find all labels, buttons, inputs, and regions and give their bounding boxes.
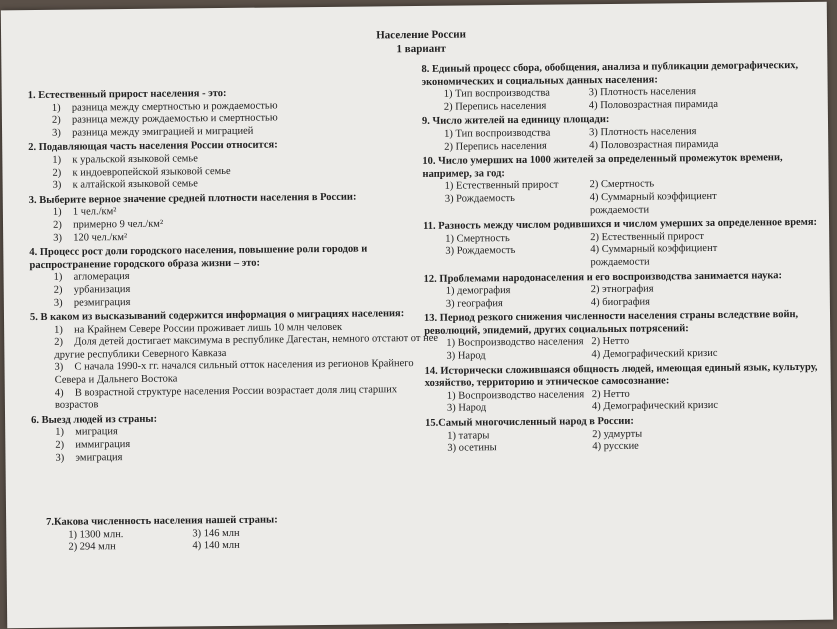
question-14 — [425, 361, 821, 416]
option-number: 3) — [53, 297, 63, 309]
option: 3) Народ — [446, 402, 487, 415]
option: 1) Воспроизводство населения — [446, 389, 585, 402]
option: 2) удмурты — [592, 428, 643, 440]
question-text: 8. Единый процесс сбора, обобщения, анализа и публикации демографических, экономических и социальных данных населения: — [421, 59, 799, 88]
question-text: 9. Число жителей на единицу площади: — [421, 114, 610, 128]
question-7 — [46, 512, 346, 555]
question-12 — [424, 269, 819, 311]
option: 3) география — [445, 297, 503, 310]
option: 4) Демографический кризис — [591, 400, 719, 413]
option-text: 1 чел./км² — [72, 206, 117, 218]
question-1 — [28, 86, 439, 141]
option: 1) демография — [445, 285, 511, 297]
question-text: 1. Естественный прирост населения - это: — [27, 87, 227, 102]
option-number: 3) — [52, 127, 61, 139]
question-text: 5. В каком из высказываний содержится информация о миграциях населения: — [29, 308, 405, 324]
option-number: 1) — [53, 272, 63, 284]
option-text: резмиграция — [73, 296, 131, 309]
option-number: 2) — [53, 284, 63, 296]
option: 3) Рождаемость — [445, 245, 516, 258]
question-8 — [421, 60, 817, 115]
question-text: 2. Подавляющая часть населения России относится: — [28, 139, 278, 154]
question-text: 14. Исторически сложившаяся общность людей, имеющая единый язык, культуру, хозяйство, территорию и этническое самосознание: — [424, 361, 818, 390]
question-6 — [31, 411, 442, 466]
option — [31, 383, 441, 412]
option-number: 1) — [55, 427, 65, 439]
option-text: миграция — [75, 426, 118, 439]
option-number: 1) — [51, 102, 61, 114]
question-11 — [423, 217, 819, 272]
option: 2) Смертность — [589, 178, 655, 191]
option: 1) Тип воспроизводства — [444, 127, 551, 140]
option-text: примерно 9 чел./км² — [72, 218, 164, 231]
option: 4) Демографический кризис — [591, 347, 718, 361]
option-text: к индоевропейской языковой семье — [72, 165, 231, 179]
option-number: 3) — [53, 232, 62, 244]
option: 4) Суммарный коэффициент рождаемости — [590, 243, 718, 269]
option-number: 1) — [52, 207, 62, 219]
option: 4) русские — [592, 440, 639, 453]
test-sheet — [1, 2, 833, 629]
question-text: 6. Выезд людей из страны: — [31, 413, 158, 426]
option: 3) Рождаемость — [444, 192, 515, 205]
option: 2) Нетто — [591, 336, 630, 348]
option: 2) 294 млн — [68, 541, 116, 553]
option: 2) Естественный прирост — [590, 230, 705, 243]
option-number: 3) — [55, 452, 65, 464]
option: 1) Естественный прирост — [444, 179, 559, 193]
option: 1) Смертность — [445, 232, 510, 245]
question-3 — [29, 191, 440, 246]
question-text: 15.Самый многочисленный народ в России: — [425, 415, 634, 429]
option: 1) 1300 млн. — [68, 528, 124, 541]
option: 2) Нетто — [591, 388, 630, 401]
option-text: иммиграция — [75, 439, 131, 451]
option-text: урбанизация — [73, 283, 131, 296]
question-text: 11. Разность между числом родившихся и числом умерших за определенное время: — [423, 216, 818, 233]
right-column — [421, 58, 820, 456]
question-4 — [29, 243, 440, 310]
option: 4) Половозрастная пирамида — [589, 138, 719, 151]
question-text: 3. Выберите верное значение средней плотности населения в России: — [28, 191, 357, 206]
option: 3) 146 млн — [192, 527, 240, 539]
option-text: разница между смертностью и рождаемостью — [71, 100, 278, 114]
option: 3) Плотность населения — [589, 126, 697, 139]
option-text: на Крайнем Севере России проживает лишь 10 млн человек — [74, 321, 343, 336]
question-text: 12. Проблемами народонаселения и его воспроизводства занимается наука: — [423, 269, 783, 285]
option: 3) Плотность населения — [588, 86, 697, 99]
question-text: 7.Какова численность населения нашей страны: — [46, 514, 278, 528]
option: 1) татары — [447, 429, 490, 442]
page-title: Население России — [376, 28, 466, 42]
option-number: 2) — [52, 219, 62, 231]
option-text: агломерация — [73, 271, 130, 283]
option-number: 3) — [54, 362, 64, 374]
question-5 — [30, 308, 441, 413]
option-text: 120 чел./км² — [73, 231, 128, 244]
option-number: 2) — [52, 167, 62, 179]
option-number: 2) — [54, 336, 64, 349]
option-number: 2) — [51, 114, 61, 126]
page-header — [331, 27, 511, 57]
option-number: 2) — [55, 439, 65, 451]
question-text: 10. Число умерших на 1000 жителей за определенный промежуток времени, например, за год: — [422, 152, 783, 180]
question-15 — [425, 414, 820, 456]
question-13 — [424, 309, 820, 364]
option-text: С начала 1990-х гг. начался сильный отток населения из регионов Крайнего Севера и Дальнего Востока — [54, 358, 414, 386]
option: 4) 140 млн — [192, 540, 240, 552]
option: 2) Перепись населения — [444, 140, 547, 153]
option-number: 4) — [54, 387, 64, 399]
option-text: разница между эмиграцией и миграцией — [72, 125, 254, 139]
option: 4) Половозрастная пирамида — [588, 98, 719, 111]
question-text: 4. Процесс рост доли городского населения, повышение роли городов и распространение городского образа жизни – это: — [29, 243, 368, 271]
question-9 — [422, 112, 817, 154]
option: 4) Суммарный коэффициент рождаемости — [589, 190, 717, 216]
left-column — [28, 84, 442, 465]
option-number: 1) — [54, 324, 63, 336]
option: 1) Тип воспроизводства — [443, 87, 550, 100]
option-number: 3) — [52, 179, 62, 191]
option-text: к уральской языковой семье — [72, 153, 198, 166]
option-text: Доля детей достигает максимума в республике Дагестан, немного отстают от нее другие республики Северного Кавказа — [54, 333, 439, 361]
question-2 — [28, 138, 439, 193]
question-10 — [422, 152, 818, 219]
option: 2) Перепись населения — [443, 100, 547, 113]
option: 4) биография — [590, 296, 650, 308]
option-text: разница между рождаемостью и смертностью — [71, 112, 278, 126]
variant-label: 1 вариант — [396, 42, 446, 56]
option: 3) осетины — [447, 442, 497, 454]
option: 2) этнография — [590, 283, 654, 296]
option-text: В возрастной структуре населения России возрастает доля лиц старших возрастов — [54, 383, 398, 412]
option: 3) Народ — [446, 350, 486, 362]
option-number: 1) — [52, 154, 62, 166]
option: 1) Воспроизводство населения — [446, 336, 584, 350]
option-text: эмиграция — [75, 451, 123, 464]
question-text: 13. Период резкого снижения численности населения страны вследствие войн, революций, эпидемий, других социальных потрясений: — [423, 309, 799, 337]
option-text: к алтайской языковой семье — [72, 178, 198, 191]
